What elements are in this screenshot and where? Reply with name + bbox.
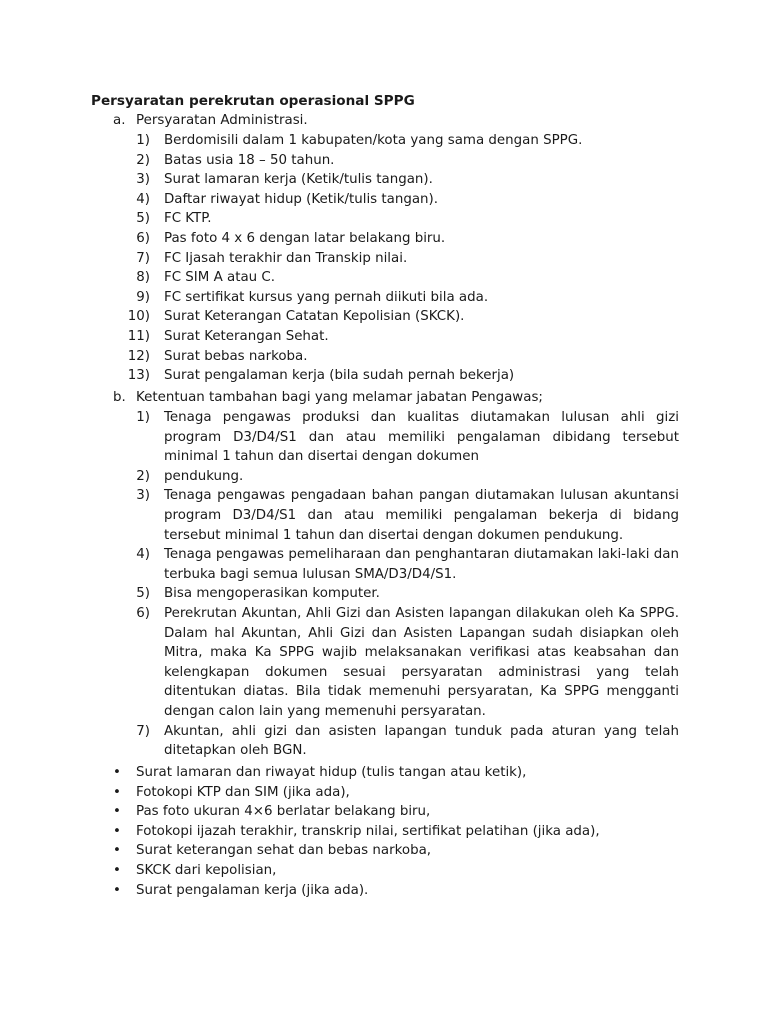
list-item <box>0 151 768 171</box>
list-item <box>0 545 768 584</box>
item-number: 9) <box>136 289 150 305</box>
bullet-dot: • <box>113 862 121 878</box>
item-number: 2) <box>136 152 150 168</box>
item-text: FC Ijasah terakhir dan Transkip nilai. <box>164 250 408 266</box>
item-text: Akuntan, ahli gizi dan asisten lapangan tunduk pada aturan yang telah ditetapkan oleh BGN. <box>164 723 679 759</box>
list-item <box>0 467 768 487</box>
item-text: Pas foto 4 x 6 dengan latar belakang biru. <box>164 230 446 246</box>
item-text: Tenaga pengawas pengadaan bahan pangan diutamakan lulusan akuntansi program D3/D4/S1 dan atau memiliki pengalaman bekerja di bidang tersebut minimal 1 tahun dan disertai dengan dokumen pendukung. <box>164 488 679 543</box>
bullet-text: Pas foto ukuran 4×6 berlatar belakang biru, <box>136 804 431 820</box>
bullet-dot: • <box>113 823 121 839</box>
bullet-list <box>0 763 768 900</box>
bullet-text: Surat keterangan sehat dan bebas narkoba, <box>136 843 432 859</box>
item-number: 8) <box>136 270 150 286</box>
item-number: 7) <box>136 250 150 266</box>
list-item <box>0 288 768 308</box>
section-a-title: Persyaratan Administrasi. <box>136 113 308 128</box>
list-item <box>0 584 768 604</box>
bullet-item <box>0 783 768 803</box>
list-item <box>0 268 768 288</box>
section-a-label: a. <box>113 113 126 128</box>
list-item <box>0 347 768 367</box>
item-number: 13) <box>127 368 150 384</box>
item-number: 10) <box>127 309 150 325</box>
bullet-item <box>0 763 768 783</box>
item-number: 4) <box>136 547 150 563</box>
item-text: Surat bebas narkoba. <box>164 348 308 364</box>
bullet-item <box>0 861 768 881</box>
item-text: FC SIM A atau C. <box>164 270 275 286</box>
bullet-text: Surat lamaran dan riwayat hidup (tulis tangan atau ketik), <box>136 765 527 780</box>
item-number: 11) <box>127 328 150 344</box>
section-b-list <box>0 408 768 761</box>
item-number: 6) <box>136 230 150 246</box>
item-number: 2) <box>136 468 150 484</box>
section-a-list <box>0 131 768 386</box>
list-item <box>0 170 768 190</box>
list-item <box>0 604 768 722</box>
item-text: Batas usia 18 – 50 tahun. <box>164 152 335 168</box>
bullet-text: SKCK dari kepolisian, <box>136 862 277 878</box>
list-item <box>0 209 768 229</box>
item-text: Tenaga pengawas pemeliharaan dan penghantaran diutamakan laki-laki dan terbuka bagi semua lulusan SMA/D3/D4/S1. <box>164 547 679 582</box>
list-item <box>0 327 768 347</box>
bullet-item <box>0 881 768 901</box>
section-b-label: b. <box>113 390 126 405</box>
item-number: 3) <box>136 172 150 188</box>
item-text: Berdomisili dalam 1 kabupaten/kota yang sama dengan SPPG. <box>164 133 583 148</box>
item-number: 3) <box>136 488 150 504</box>
list-item <box>0 307 768 327</box>
item-text: Bisa mengoperasikan komputer. <box>164 586 380 602</box>
bullet-text: Surat pengalaman kerja (jika ada). <box>136 882 369 898</box>
bullet-item <box>0 841 768 861</box>
bullet-text: Fotokopi ijazah terakhir, transkrip nilai, sertifikat pelatihan (jika ada), <box>136 823 600 839</box>
item-number: 5) <box>136 211 150 227</box>
bullet-dot: • <box>113 882 121 898</box>
item-number: 5) <box>136 586 150 602</box>
bullet-dot: • <box>113 804 121 820</box>
item-text: Tenaga pengawas produksi dan kualitas diutamakan lulusan ahli gizi program D3/D4/S1 dan atau memiliki pengalaman dibidang tersebut minimal 1 tahun dan disertai dengan dokumen <box>164 410 679 465</box>
bullet-item <box>0 802 768 822</box>
list-item <box>0 249 768 269</box>
list-item <box>0 722 768 761</box>
item-text: Perekrutan Akuntan, Ahli Gizi dan Asisten lapangan dilakukan oleh Ka SPPG. Dalam hal Akuntan, Ahli Gizi dan Asisten Lapangan sudah disiapkan oleh Mitra, maka Ka SPPG wajib melaksanakan verifikasi atas keabsahan dan kelengkapan dokumen sesuai persyaratan administrasi yang telah ditentukan diatas. Bila tidak memenuhi persyaratan, Ka SPPG mengganti dengan calon lain yang memenuhi persyaratan. <box>164 605 679 719</box>
item-text: pendukung. <box>164 468 244 484</box>
item-number: 4) <box>136 191 150 207</box>
list-item <box>0 366 768 386</box>
document-title: Persyaratan perekrutan operasional SPPG <box>91 93 415 109</box>
item-text: FC sertifikat kursus yang pernah diikuti bila ada. <box>164 289 489 305</box>
bullet-text: Fotokopi KTP dan SIM (jika ada), <box>136 784 350 800</box>
item-text: FC KTP. <box>164 211 212 227</box>
item-number: 12) <box>127 348 150 364</box>
item-text: Surat Keterangan Sehat. <box>164 328 329 344</box>
item-number: 6) <box>136 605 150 621</box>
item-text: Surat Keterangan Catatan Kepolisian (SKCK). <box>164 309 465 325</box>
item-number: 7) <box>136 723 150 739</box>
bullet-item <box>0 822 768 842</box>
list-item <box>0 408 768 467</box>
list-item <box>0 190 768 210</box>
item-text: Surat pengalaman kerja (bila sudah pernah bekerja) <box>164 368 515 384</box>
list-item <box>0 486 768 545</box>
bullet-dot: • <box>113 765 121 780</box>
bullet-dot: • <box>113 843 121 859</box>
list-item <box>0 131 768 151</box>
item-text: Daftar riwayat hidup (Ketik/tulis tangan). <box>164 191 439 207</box>
list-item <box>0 229 768 249</box>
item-number: 1) <box>136 133 150 148</box>
section-b-title: Ketentuan tambahan bagi yang melamar jabatan Pengawas; <box>136 390 543 405</box>
item-number: 1) <box>136 410 150 425</box>
item-text: Surat lamaran kerja (Ketik/tulis tangan). <box>164 172 433 188</box>
bullet-dot: • <box>113 784 121 800</box>
